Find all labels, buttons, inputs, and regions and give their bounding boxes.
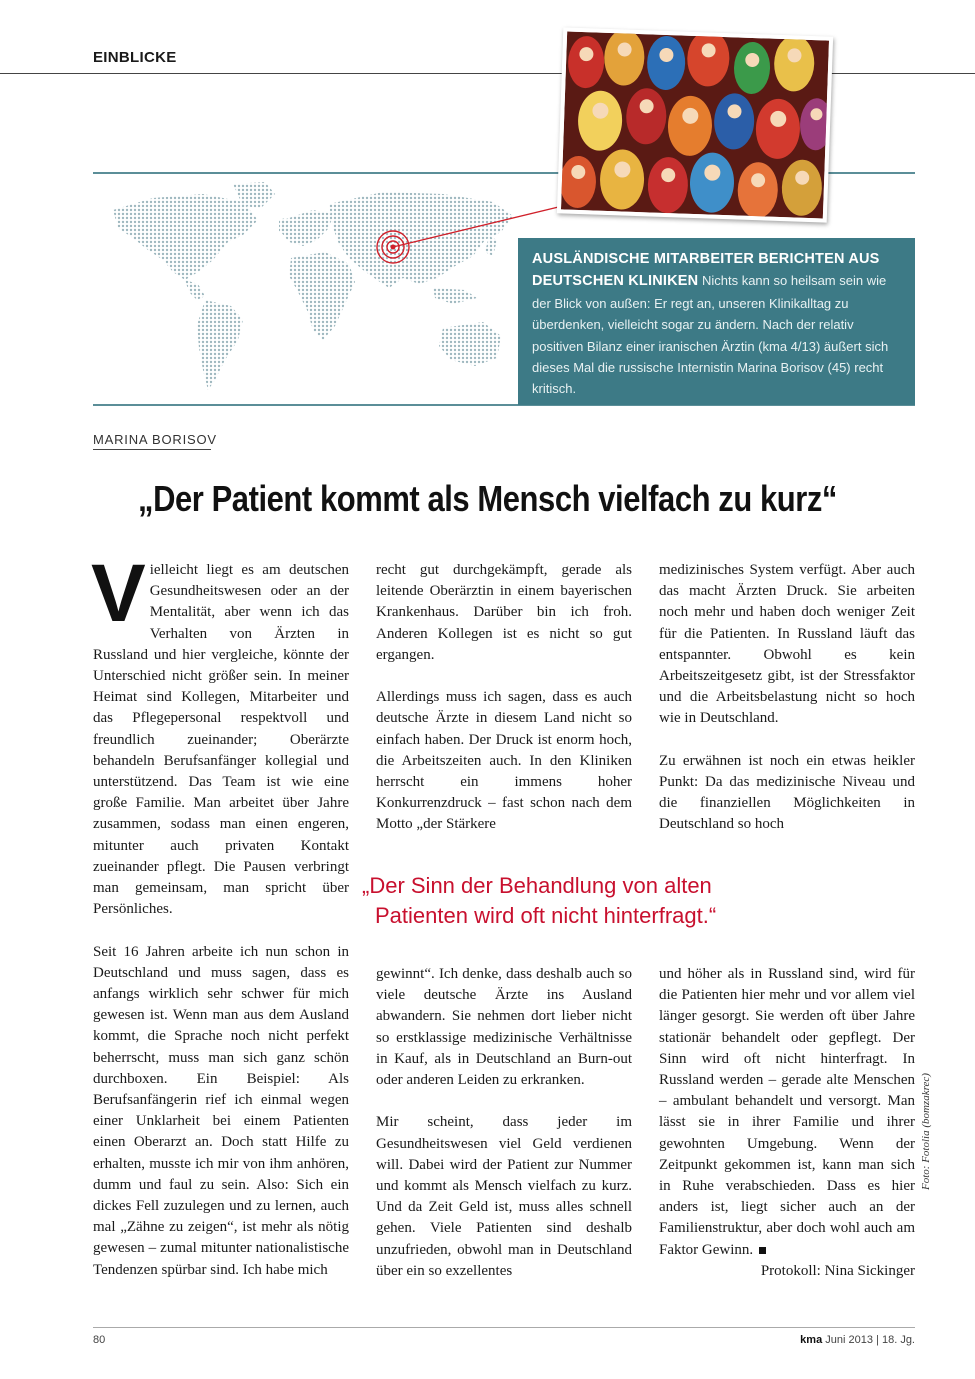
paragraph: Seit 16 Jahren arbeite ich nun schon in Deutschland und muss sagen, dass es anfangs wirklich sehr schwer für mich gewesen ist. Wenn man aus dem Ausland kommt, die Sprache noch nicht perfekt beherrscht, muss man sich ganz schön durchboxen. Ein Beispiel: Als Berufsanfängerin rief ich einmal wegen einer Unklarheit bei einem Patienten einen Oberarzt an. Doch statt Hilfe zu erhalten, musste ich mir von ihm anhören, dumm und faul zu sein. Also: Sich ein dickes Fell zuzulegen und zu lernen, auch mal „Zähne zu zeigen“, ist mehr als nötig gewesen – zumal mitunter nationalistische Tendenzen spürbar sind. Ich habe mich xyxy=(93,943,349,1278)
paragraph: Zu erwähnen ist noch ein etwas heikler Punkt: Da das medizinische Niveau und die finanziellen Möglichkeiten in Deutschland so hoch xyxy=(659,752,915,833)
volume: 18. Jg. xyxy=(881,1334,915,1346)
intro-box xyxy=(518,238,915,405)
photo-credit: Foto: Fotolia (bomzakrec) xyxy=(920,1073,932,1190)
author-name: MARINA BORISOV xyxy=(93,432,217,447)
paragraph: Mir scheint, dass jeder im Gesundheitswesen viel Geld verdienen will. Dabei wird der Patient zur Nummer und kommt als Mensch vielfach zu kurz. Und da Zeit Geld ist, muss alles schnell gehen. Viele Patienten sind deshalb unzufrieden, obwohl man in Deutschland über ein so exzellentes xyxy=(376,1114,632,1279)
paragraph xyxy=(91,548,349,920)
page-number: 80 xyxy=(93,1334,106,1346)
footer-issue-info xyxy=(800,1334,915,1346)
paragraph: Allerdings muss ich sagen, dass es auch deutsche Ärzte in diesem Land nicht so einfach haben. Der Druck ist enorm hoch, die Arbeitszeiten auch. In den Kliniken herrscht ein immens hoher Konkurrenzdruck – fast schon nach dem Motto „der Stärkere xyxy=(376,689,632,833)
pull-quote-line-2: Patienten wird oft nicht hinterfragt.“ xyxy=(375,903,717,928)
brand-logo: kma xyxy=(800,1334,823,1346)
pull-quote-line-1: „Der Sinn der Behandlung von alten xyxy=(362,873,712,898)
paragraph-text: ielleicht liegt es am deutschen Gesundheitswesen oder an der Mentalität, aber wenn ich das Verhalten von Ärzten in Russland und hier vergleiche, könnte der Unterschied nicht größer sein. In meiner Heimat sind Kollegen, Mitarbeiter und das Pflegepersonal respektvoll und freundlich zueinander; Oberärzte behandeln Berufsanfänger kollegial und unterstützend. Das Team ist wie eine große Familie. Man arbeitet über Jahre zusammen, sodass man einen engeren, mitunter auch privaten Kontakt zueinander pflegt. Die Pausen verbringt man gemeinsam, man spricht über Persönliches. xyxy=(93,562,349,918)
end-mark xyxy=(759,1247,766,1254)
intro-title: AUSLÄNDISCHE MITARBEITER BERICHTEN AUS DEUTSCHEN KLINIKEN xyxy=(532,251,880,290)
protokoll-credit: Protokoll: Nina Sickinger xyxy=(760,1262,915,1279)
author-underline xyxy=(93,449,211,450)
issue-date: Juni 2013 xyxy=(825,1334,873,1346)
drop-cap: V xyxy=(91,548,146,639)
paragraph: gewinnt“. Ich denke, dass deshalb auch so viele deutsche Ärzte ins Ausland abwandern. Sie nehmen dort lieber nicht so erstklassige medizinische Verhältnisse in Kauf, als in Deutschland an Burn-out oder anderen Leiden zu erkranken. xyxy=(376,966,632,1089)
footer-separator: | xyxy=(876,1334,879,1346)
article-column-1 xyxy=(91,548,349,1281)
matryoshka-photo xyxy=(557,27,833,222)
pull-quote xyxy=(362,871,922,931)
paragraph: medizinisches System verfügt. Aber auch das macht Ärzten Druck. Sie arbeiten noch mehr und haben doch weniger Zeit für die Patienten. In Russland läuft das entspannter. Obwohl es kein Arbeitszeitgesetz gibt, ist der Stressfaktor und die Arbeitsbelastung nicht so hoch wie in Deutschland. xyxy=(659,562,915,727)
footer-rule xyxy=(93,1327,915,1328)
article-column-3-top xyxy=(659,560,915,836)
article-column-2-top xyxy=(376,560,632,836)
section-label: EINBLICKE xyxy=(93,49,177,66)
headline: „Der Patient kommt als Mensch vielfach zu kurz“ xyxy=(138,478,837,519)
article-column-2-bottom xyxy=(376,964,632,1282)
intro-text: Nichts kann so heilsam sein wie der Blick von außen: Er regt an, unseren Klinikalltag zu überdenken, vielleicht sogar zu ändern. Nach der relativ positiven Bilanz einer iranischen Ärztin (kma 4/13) äußert sich dieses Mal die russische Internistin Marina Borisov (45) recht kritisch. xyxy=(532,273,889,397)
paragraph-text: und höher als in Russland sind, wird für die Patienten hier mehr und vor allem viel länger gesorgt. Sie werden oft über Jahre stationär behandelt oder gepflegt. Der Sinn wird oft nicht hinterfragt. In Russland werden – gerade alte Menschen – ambulant behandelt und versorgt. Man lässt sie in ihrer Familie und ihrer gewohnten Umgebung. Wenn der Zeitpunkt gekommen ist, kann man sich in Ruhe verabschieden. Dass es hier anders ist, liegt sicher auch an der Familienstruktur, aber doch wohl auch am Faktor Gewinn. xyxy=(659,966,915,1258)
paragraph: recht gut durchgekämpft, gerade als leitende Oberärztin in einem bayerischen Krankenhaus. Darüber bin ich froh. Anderen Kollegen ist es nicht so gut ergangen. xyxy=(376,562,632,663)
article-column-3-bottom xyxy=(659,964,915,1282)
paragraph xyxy=(659,964,915,1261)
